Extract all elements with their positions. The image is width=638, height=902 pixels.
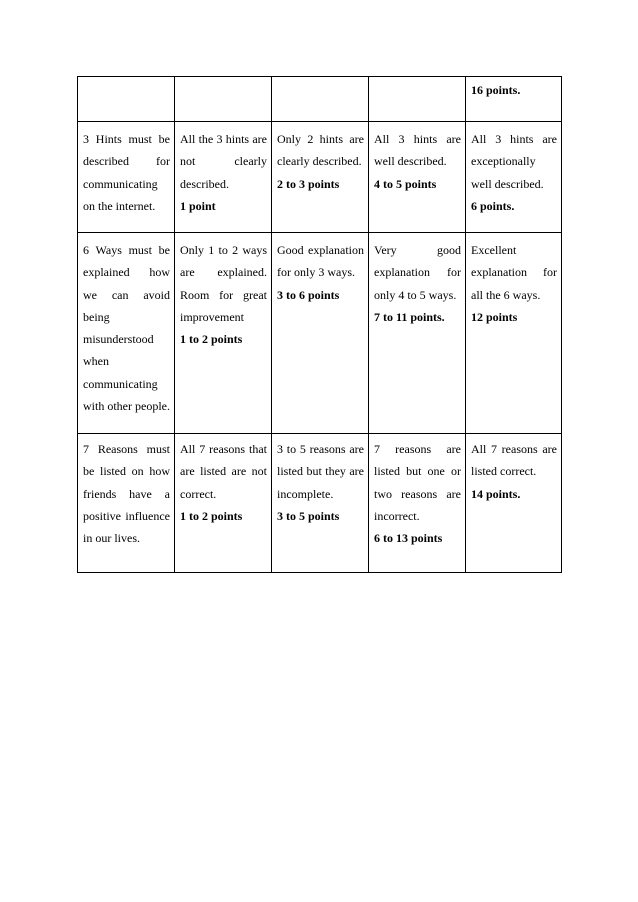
criterion-cell — [78, 122, 175, 233]
points-label: 1 point — [180, 198, 216, 213]
criterion-cell — [78, 434, 175, 573]
level-cell — [466, 122, 562, 233]
table-cell — [369, 77, 466, 122]
level-cell — [466, 434, 562, 573]
rubric-table — [77, 76, 562, 573]
criterion-text: 3 Hints must be described for communicating on the internet. — [83, 132, 170, 213]
points-label: 14 points. — [471, 486, 521, 501]
table-cell — [78, 77, 175, 122]
level-text: All 7 reasons that are listed are not correct. — [180, 442, 267, 501]
level-text: Good explanation for only 3 ways. — [277, 243, 364, 280]
level-cell — [272, 122, 369, 233]
level-text: 7 reasons are listed but one or two reasons are incorrect. — [374, 442, 461, 523]
criterion-text: 7 Reasons must be listed on how friends have a positive influence in our lives. — [83, 442, 170, 546]
points-label: 12 points — [471, 309, 518, 324]
level-cell — [175, 233, 272, 434]
points-label: 6 to 13 points — [374, 531, 443, 546]
points-label: 3 to 6 points — [277, 287, 340, 302]
points-label: 6 points. — [471, 198, 515, 213]
level-cell — [175, 122, 272, 233]
level-text: All 3 hints are exceptionally well described. — [471, 132, 557, 191]
level-text: Only 2 hints are clearly described. — [277, 132, 364, 169]
level-cell — [369, 434, 466, 573]
points-label: 3 to 5 points — [277, 508, 340, 523]
level-text: Very good explanation for only 4 to 5 ways. — [374, 243, 461, 302]
points-label: 7 to 11 points. — [374, 309, 445, 324]
level-text: All 3 hints are well described. — [374, 132, 461, 169]
points-label: 4 to 5 points — [374, 176, 437, 191]
criterion-cell — [78, 233, 175, 434]
level-text: 3 to 5 reasons are listed but they are incomplete. — [277, 442, 364, 501]
points-label: 1 to 2 points — [180, 332, 243, 347]
level-text: All the 3 hints are not clearly described. — [180, 132, 267, 191]
table-row-hints — [78, 122, 562, 233]
level-cell — [369, 122, 466, 233]
level-text: Only 1 to 2 ways are explained. Room for great improvement — [180, 243, 267, 324]
level-text: All 7 reasons are listed correct. — [471, 442, 557, 479]
level-cell — [272, 434, 369, 573]
level-cell — [466, 233, 562, 434]
points-label: 2 to 3 points — [277, 176, 340, 191]
table-row-ways — [78, 233, 562, 434]
table-row-reasons — [78, 434, 562, 573]
level-cell — [175, 434, 272, 573]
table-cell — [272, 77, 369, 122]
points-label: 1 to 2 points — [180, 508, 243, 523]
level-cell — [272, 233, 369, 434]
table-row-continued — [78, 77, 562, 122]
level-text: Excellent explanation for all the 6 ways. — [471, 243, 557, 302]
criterion-text: 6 Ways must be explained how we can avoid being misunderstood when communicating with other people. — [83, 243, 170, 414]
table-cell — [175, 77, 272, 122]
table-cell — [466, 77, 562, 122]
level-cell — [369, 233, 466, 434]
points-label: 16 points. — [471, 83, 521, 97]
